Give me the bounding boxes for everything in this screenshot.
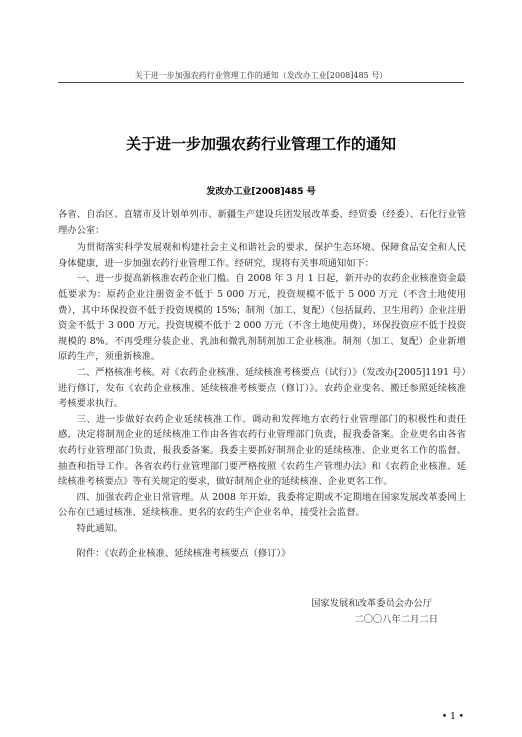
signature-org: 国家发展和改革委员会办公厅 — [311, 598, 432, 609]
header-rule — [58, 82, 464, 83]
signature-block — [311, 596, 438, 628]
document-number: 发改办工业[2008]485 号 — [206, 187, 316, 197]
signature-date: 二〇〇八年二月二日 — [354, 614, 438, 625]
attachment-line: 附件：《农药企业核准、延续核准考核要点（修订）》 — [76, 548, 291, 560]
document-title: 关于进一步加强农药行业管理工作的通知 — [125, 135, 396, 153]
running-header: 关于进一步加强农药行业管理工作的通知（发改办工业[2008]485 号） — [134, 71, 388, 80]
salutation: 各省、自治区、直辖市及计划单列市、新疆生产建设兵团发展改革委、经贸委（经委）、石化行业管理办公室： — [58, 209, 466, 236]
paragraph-intro: 为贯彻落实科学发展观和构建社会主义和谐社会的要求，保护生态环境、保障食品安全和人民身体健康，进一步加强农药行业管理工作。经研究，现将有关事项通知如下： — [58, 242, 466, 269]
paragraph-closing: 特此通知。 — [76, 522, 124, 534]
paragraph-item-4: 四、加强农药企业日常管理。从 2008 年开始，我委将定期或不定期地在国家发展改革委网上公布在已通过核准、延续核准、更名的农药生产企业名单，接受社会监督。 — [58, 491, 466, 519]
page-number: • 1 • — [441, 712, 464, 722]
paragraph-item-2: 二、严格核准考核。对《农药企业核准、延续核准考核要点（试行）》（发改办[2005]1191 号）进行修订，发布《农药企业核准、延续核准考核要点（修订）》。农药企业变名、搬迁参照延续核准考核要求执行。 — [58, 366, 466, 410]
document-body — [58, 207, 466, 562]
paragraph-item-1: 一、进一步提高新核准农药企业门槛。自 2008 年 3 月 1 日起，新开办的农药企业核准资金最低要求为：原药企业注册资金不低于 5 000 万元，投资规模不低于 5 000 万元（不含土地使用费），其中环保投资不低于投资规模的 15%；制剂（加工、复配）（包括鼠药、卫生用药）企业注册资金不低于 3 000 万元，投资规模不低于 2 000 万元（不含土地使用费），环保投资应不低于投资规模的 8%。不再受理分装企业、乳油和微乳剂制剂加工企业核准。制剂（加工、复配）企业新增原药生产，须重新核准。 — [58, 273, 466, 363]
paragraph-item-3: 三、进一步做好农药企业延续核准工作。调动和发挥地方农药行业管理部门的积极性和责任感，决定将制剂企业的延续核准工作由各省农药行业管理部门负责，报我委备案。企业更名由各省农药行业管理部门负责，报我委备案。我委主要抓好制剂企业的延续核准、企业更名工作的监督、抽查和指导工作。各省农药行业管理部门要严格按照《农药生产管理办法》和《农药企业核准、延续核准考核要点》等有关规定的要求，做好制剂企业的延续核准、企业更名工作。 — [58, 413, 466, 488]
